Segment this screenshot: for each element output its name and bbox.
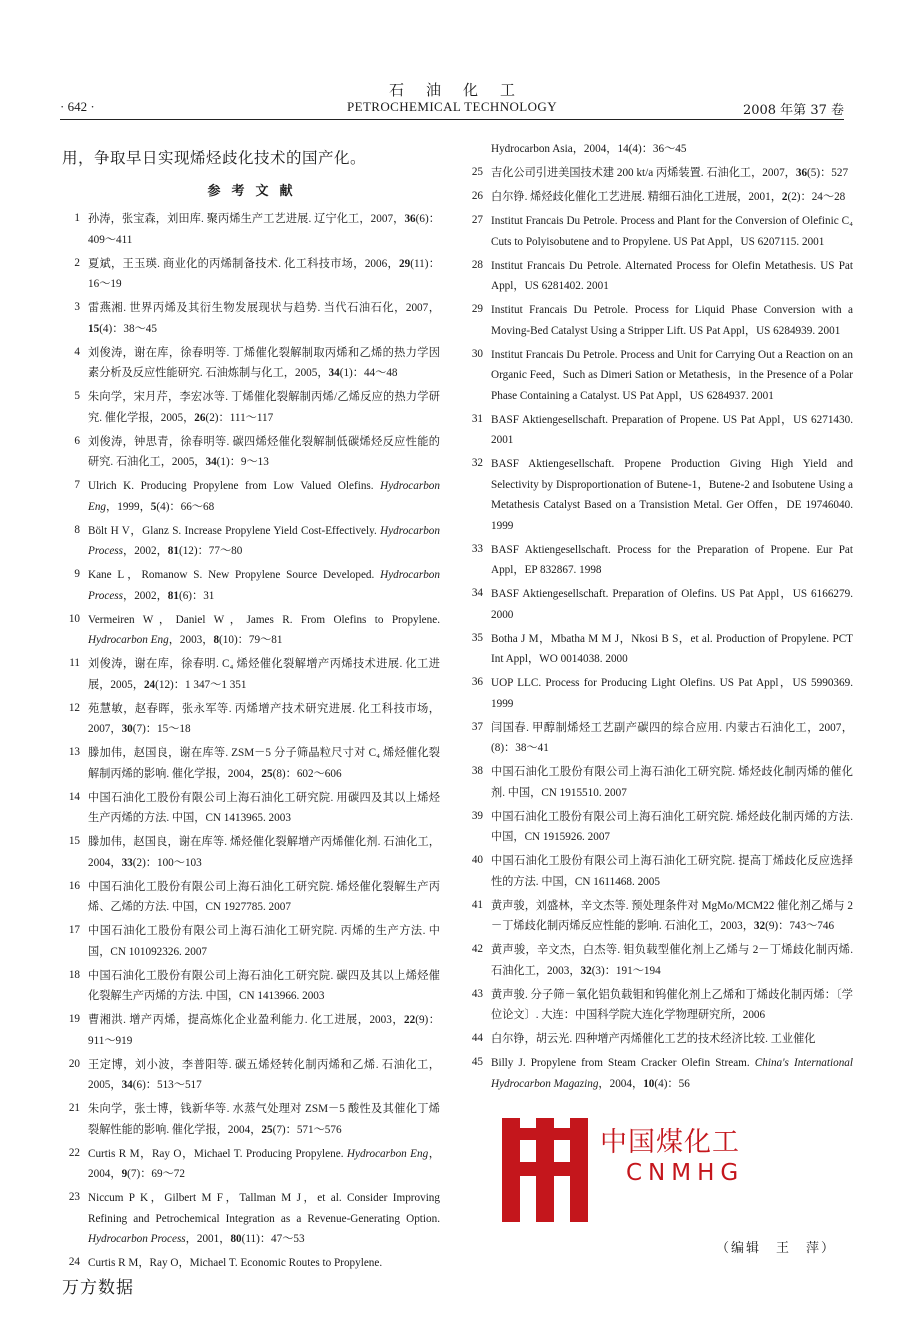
reference-list-right: [463, 163, 853, 1094]
citation-text: (9)：743～746: [765, 920, 835, 932]
citation-text: (2)：24～28: [787, 191, 846, 203]
reference-text: [491, 722, 853, 755]
citation-text: Botha J M，Mbatha M M J，Nkosi B S，et al. Production of Propylene. PCT Int Appl，WO 0014038. 2000: [491, 632, 853, 665]
reference-text: [491, 414, 853, 447]
volume-number: 34: [121, 1079, 133, 1091]
reference-item: [60, 476, 440, 517]
reference-number: 10: [68, 612, 80, 625]
citation-text: BASF Aktiengesellschaft. Propene Production Giving High Yield and Selectivity by Disproportionation of Butene-1，Butene-2 and Isobutene Using a Metathesis Catalyst Based on a Transistion Metal. Ger Offen，DE 19746040. 1999: [491, 458, 853, 532]
reference-text: [88, 792, 440, 825]
citation-text: 中国石油化工股份有限公司上海石油化工研究院. 烯烃歧化制丙烯的催化剂. 中国，CN 1915510. 2007: [491, 766, 853, 799]
citation-text: Vermeiren W，Daniel W，James R. From Olefins to Propylene.: [88, 613, 440, 626]
journal-name: Hydrocarbon Eng: [88, 634, 169, 646]
volume-number: 8: [213, 634, 220, 646]
reference-text: [88, 1103, 440, 1136]
reference-item: [463, 851, 853, 892]
citation-text: (3)：191～194: [591, 964, 661, 977]
volume-number: 15: [88, 322, 100, 335]
reference-number: 12: [68, 701, 80, 714]
citation-text: 王定博，刘小波，李普阳等. 碳五烯烃转化制丙烯和乙烯. 石油化工，2005，: [88, 1058, 440, 1091]
reference-text: [88, 258, 440, 291]
reference-text: [88, 1014, 440, 1047]
journal-name: Hydrocarbon Eng: [346, 1147, 429, 1160]
editor-credit: （编辑 王 萍）: [716, 1241, 837, 1256]
reference-text: [88, 569, 440, 602]
reference-text: [491, 215, 853, 248]
reference-item: [60, 743, 440, 784]
citation-text: Bölt H V，Glanz S. Increase Propylene Yield Cost-Effectively.: [88, 524, 381, 537]
reference-item: [60, 521, 440, 562]
reference-number: 14: [68, 790, 80, 803]
reference-text: [88, 1059, 440, 1092]
reference-number: 40: [471, 854, 483, 866]
citation-text: 刘俊涛，谢在库，徐春明等. 丁烯催化裂解制取丙烯和乙烯的热力学因素分析及反应性能研究. 石油炼制与化工，2005，: [88, 346, 440, 379]
reference-number: 30: [471, 347, 483, 360]
reference-number: 6: [74, 434, 80, 447]
left-column: [60, 140, 440, 1277]
reference-number: 8: [74, 523, 80, 536]
reference-text: [88, 1192, 440, 1245]
reference-item: [60, 1055, 440, 1096]
reference-number: 41: [471, 898, 483, 911]
volume-number: 25: [261, 1123, 273, 1136]
reference-number: 38: [471, 765, 483, 777]
reference-item: [463, 345, 853, 407]
reference-item: [60, 654, 440, 695]
citation-text: (5)：527: [807, 167, 849, 179]
reference-text: [88, 391, 440, 424]
reference-text: [491, 944, 853, 977]
volume-number: 32: [580, 964, 592, 977]
references-title: 参考文献: [207, 184, 304, 199]
reference-item: [60, 565, 440, 606]
reference-text: [491, 167, 848, 179]
reference-number: 1: [74, 212, 80, 224]
citation-text: (4)：38～45: [99, 322, 157, 335]
citation-text: 白尔铮，胡云光. 四种增产丙烯催化工艺的技术经济比较. 工业催化: [491, 1033, 816, 1045]
citation-text: (10)：79～81: [219, 634, 283, 646]
citation-text: 中国石油化工股份有限公司上海石油化工研究院. 用碳四及其以上烯烃生产丙烯的方法. 中国，CN 1413965. 2003: [88, 791, 440, 824]
citation-text: 吉化公司引进美国技术建 200 kt/a 丙烯装置. 石油化工，2007，: [491, 167, 796, 179]
citation-text: (4)：36～45: [628, 143, 687, 155]
reference-text: [88, 213, 440, 246]
reference-text: [491, 544, 853, 577]
reference-item: [60, 387, 440, 428]
citation-text: 朱向学，宋月芹，李宏冰等. 丁烯催化裂解制丙烯/乙烯反应的热力学研究. 催化学报，2005，: [88, 391, 440, 424]
citation-text: BASF Aktiengesellschaft. Preparation of Propene. US Pat Appl，US 6271430. 2001: [491, 413, 853, 446]
reference-item: [463, 454, 853, 536]
volume-number: 26: [194, 411, 206, 424]
citation-text: BASF Aktiengesellschaft. Process for the Preparation of Propene. Eur Pat Appl，EP 832867. 1998: [491, 543, 853, 576]
citation-text: Institut Francais Du Petrole. Process and Unit for Carrying Out a Reaction on an Organic Feed，Such as Dimeri Sation or Metathesis，in the Presence of a Polar Phase Containing a Catalyst. US Pat Appl，US 6284937. 2001: [491, 348, 853, 402]
reference-item: [60, 610, 440, 651]
footer-source: 万方数据: [62, 1278, 134, 1298]
reference-text: [491, 349, 853, 402]
reference-item: [463, 300, 853, 341]
reference-number: 17: [68, 924, 80, 936]
reference-number: 42: [471, 943, 483, 955]
volume-number: 14: [617, 143, 629, 155]
reference-number: 15: [68, 835, 80, 847]
volume-number: 80: [230, 1233, 242, 1245]
reference-item: [60, 1099, 440, 1140]
citation-text: (7)：15～18: [132, 723, 191, 735]
citation-text: ，2002，: [123, 589, 168, 602]
citation-text: UOP LLC. Process for Producing Light Olefins. US Pat Appl，US 5990369. 1999: [491, 677, 853, 710]
volume-number: 34: [205, 456, 217, 468]
reference-number: 33: [471, 542, 483, 555]
volume-number: 32: [753, 920, 766, 932]
reference-number: 18: [68, 968, 80, 981]
citation-text: (4)：56: [654, 1077, 690, 1090]
reference-text: [88, 747, 440, 780]
reference-number: 16: [68, 879, 80, 892]
citation-text: (6)：513～517: [132, 1079, 202, 1091]
reference-number: 13: [68, 746, 80, 758]
reference-text: [491, 191, 845, 203]
reference-list-left: [60, 209, 440, 1274]
reference-item: [60, 209, 440, 250]
reference-item: [463, 629, 853, 670]
reference-item: [60, 1010, 440, 1051]
volume-number: 10: [643, 1077, 655, 1090]
reference-text: [491, 260, 853, 293]
volume-number: 36: [795, 167, 808, 179]
reference-number: 34: [471, 587, 483, 599]
reference-item: [463, 985, 853, 1026]
volume-number: 5: [150, 500, 157, 513]
reference-text: [491, 1033, 815, 1045]
reference-text: [491, 766, 853, 799]
journal-title-cn: 石油化工: [388, 81, 537, 99]
reference-item: [463, 762, 853, 803]
reference-item: [463, 673, 853, 714]
reference-number: 20: [68, 1057, 80, 1070]
journal-name: Hydrocarbon Eng: [88, 480, 440, 513]
citation-text: ，2001，: [185, 1233, 231, 1245]
reference-number: 29: [471, 303, 483, 315]
reference-text: [88, 480, 440, 513]
reference-number: 45: [471, 1056, 483, 1068]
reference-text: [491, 900, 853, 933]
citation-text: (12)：1 347～1 351: [155, 678, 247, 691]
citation-text: BASF Aktiengesellschaft. Preparation of Olefins. US Pat Appl，US 6166279. 2000: [491, 588, 853, 621]
citation-text: 黄声骏，辛文杰，白杰等. 钼负载型催化剂上乙烯与 2－丁烯歧化制丙烯. 石油化工，2003，: [491, 944, 853, 977]
citation-text: 中国石油化工股份有限公司上海石油化工研究院. 烯烃歧化制丙烯的方法. 中国，CN 1915926. 2007: [491, 810, 853, 843]
reference-text: [88, 525, 440, 558]
citation-text: ，2004，: [572, 143, 618, 155]
citation-text: (4)：66～68: [156, 500, 215, 513]
citation-text: 苑慧敏，赵春晖，张永军等. 丙烯增产技术研究进展. 化工科技市场，2007，: [88, 702, 440, 735]
citation-text: 中国石油化工股份有限公司上海石油化工研究院. 提高丁烯歧化反应选择性的方法. 中国，CN 1611468. 2005: [491, 855, 853, 888]
lead-paragraph: 用，争取早日实现烯烃歧化技术的国产化。: [62, 149, 367, 167]
citation-text: 刘俊涛，钟思青，徐春明等. 碳四烯烃催化裂解制低碳烯烃反应性能的研究. 石油化工，2005，: [88, 435, 440, 468]
reference-item: [60, 832, 440, 873]
citation-text: 刘俊涛，谢在库，徐春明. C₄ 烯烃催化裂解增产丙烯技术进展. 化工进展，2005，: [88, 658, 440, 691]
reference-number: 26: [471, 190, 483, 202]
citation-text: (2)：100～103: [132, 856, 202, 869]
reference-item: [60, 788, 440, 829]
citation-text: (1)：9～13: [216, 456, 269, 468]
citation-text: Institut Francais Du Petrole. Process for Liquid Phase Conversion with a Moving-Bed Catalyst Using a Stripper Lift. US Pat Appl，US 6284939. 2001: [491, 304, 853, 337]
watermark-text-cn: 中国煤化工: [600, 1127, 740, 1158]
reference-text: [88, 703, 440, 736]
citation-text: ，2003，: [168, 634, 214, 646]
reference-number: 11: [69, 657, 80, 669]
citation-text: 曹湘洪. 增产丙烯，提高炼化企业盈利能力. 化工进展，2003，: [88, 1014, 405, 1026]
volume-number: 25: [261, 767, 273, 780]
reference-text: [88, 347, 440, 380]
citation-text: Institut Francais Du Petrole. Process and Plant for the Conversion of Olefinic C₄ Cuts to Polyisobutene and to Propylene. US Pat Appl，US 6207115. 2001: [491, 215, 853, 248]
reference-item: [463, 187, 853, 208]
citation-text: Curtis R M，Ray O，Michael T. Economic Routes to Propylene.: [88, 1257, 383, 1269]
volume-number: 81: [167, 589, 179, 602]
volume-number: 30: [121, 723, 133, 735]
volume-number: 24: [143, 678, 156, 691]
volume-number: 9: [121, 1168, 128, 1180]
reference-text: [491, 855, 853, 888]
reference-text: [491, 811, 853, 844]
citation-text: 中国石油化工股份有限公司上海石油化工研究院. 烯烃催化裂解生产丙烯、乙烯的方法. 中国，CN 1927785. 2007: [88, 880, 440, 913]
reference-item: [463, 163, 853, 184]
citation-text: 黄声骏. 分子筛－氧化铝负载钼和钨催化剂上乙烯和丁烯歧化制丙烯：〔学位论文〕. 大连：中国科学院大连化学物理研究所，2006: [491, 988, 853, 1021]
reference-item: [60, 432, 440, 473]
reference-item: [60, 877, 440, 918]
journal-name: Hydrocarbon Process: [88, 569, 440, 602]
citation-text: (2)：111～117: [205, 411, 274, 424]
reference-number: 37: [471, 720, 483, 733]
reference-text: [491, 588, 853, 621]
journal-name: Hydrocarbon Asia: [491, 143, 573, 155]
reference-number: 39: [471, 809, 483, 822]
citation-text: (11)：47～53: [241, 1233, 305, 1245]
citation-text: Institut Francais Du Petrole. Alternated Process for Olefin Metathesis. US Pat Appl，US 6281402. 2001: [491, 259, 853, 292]
citation-text: Billy J. Propylene from Steam Cracker Olefin Stream.: [491, 1057, 755, 1069]
reference-item: [463, 896, 853, 937]
journal-name: Hydrocarbon Process: [88, 524, 440, 557]
reference-item: [60, 1253, 440, 1274]
reference-item: [60, 254, 440, 295]
volume-number: 34: [328, 367, 340, 379]
citation-text: 滕加伟，赵国良，谢在库等. 烯烃催化裂解增产丙烯催化剂. 石油化工，2004，: [88, 836, 440, 869]
citation-text: ，2004，: [88, 1147, 440, 1180]
reference-text: [88, 436, 440, 469]
volume-number: 29: [399, 257, 411, 270]
reference-number: 25: [471, 166, 483, 178]
volume-number: 33: [121, 856, 133, 869]
citation-text: Curtis R M，Ray O，Michael T. Producing Propylene.: [88, 1147, 347, 1160]
citation-text: Niccum P K，Gilbert M F，Tallman M J，et al. Consider Improving Refining and Petrochemical Integration as a Revenue-Generating Option.: [88, 1192, 440, 1225]
volume-number: 81: [167, 545, 179, 557]
citation-text: 黄声骏，刘盛林，辛文杰等. 预处理条件对 MgMo/MCM22 催化剂乙烯与 2－丁烯歧化制丙烯反应性能的影响. 石油化工，2003，: [491, 899, 853, 932]
reference-number: 32: [471, 457, 483, 469]
reference-number: 19: [68, 1013, 80, 1025]
watermark-text-en: CNMHG: [626, 1160, 745, 1186]
reference-number: 43: [471, 987, 483, 1000]
citation-text: (8)：602～606: [272, 767, 342, 780]
reference-item: [463, 584, 853, 625]
volume-number: 22: [404, 1014, 416, 1026]
reference-text: [491, 633, 853, 666]
watermark: [498, 1118, 868, 1222]
citation-text: (6)：409～411: [88, 213, 440, 246]
reference-text: [88, 302, 440, 335]
reference-number: 28: [471, 258, 483, 271]
reference-number: 4: [74, 345, 80, 358]
citation-text: ，2002，: [123, 545, 168, 557]
citation-text: 孙涛，张宝森，刘田库. 聚丙烯生产工艺进展. 辽宁化工，2007，: [88, 213, 405, 225]
reference-text: [88, 658, 440, 691]
reference-number: 31: [471, 412, 483, 425]
reference-text: [88, 614, 440, 647]
citation-text: (7)：571～576: [272, 1123, 342, 1136]
reference-item: [463, 940, 853, 981]
header-rule: [60, 119, 844, 120]
reference-number: 22: [68, 1146, 80, 1159]
reference-text: [491, 1057, 853, 1090]
reference-item: [60, 699, 440, 740]
reference-number: 35: [471, 631, 483, 644]
citation-text: 夏斌，王玉瑛. 商业化的丙烯制备技术. 化工科技市场，2006，: [88, 257, 400, 270]
journal-name: Hydrocarbon Process: [88, 1233, 186, 1245]
volume-number: 36: [404, 213, 416, 225]
reference-number: 36: [471, 676, 483, 688]
citation-text: 中国石油化工股份有限公司上海石油化工研究院. 丙烯的生产方法. 中国，CN 101092326. 2007: [88, 925, 440, 958]
reference-item: [463, 1029, 853, 1050]
reference-item: [463, 807, 853, 848]
reference-text: [491, 677, 853, 710]
watermark-logo-icon: [498, 1118, 598, 1222]
citation-text: 滕加伟，赵国良，谢在库等. ZSM－5 分子筛晶粒尺寸对 C₄ 烯烃催化裂解制丙烯的影响. 催化学报，2004，: [88, 747, 440, 780]
reference-text: [491, 304, 853, 337]
reference-item: [463, 718, 853, 759]
reference-continuation: [463, 140, 853, 160]
reference-number: 7: [74, 479, 80, 491]
citation-text: 中国石油化工股份有限公司上海石油化工研究院. 碳四及其以上烯烃催化裂解生产丙烯的方法. 中国，CN 1413966. 2003: [88, 969, 440, 1002]
reference-text: [88, 970, 440, 1003]
reference-number: 2: [74, 256, 80, 269]
reference-item: [463, 1053, 853, 1094]
reference-text: [88, 881, 440, 914]
citation-text: Kane L，Romanow S. New Propylene Source Developed.: [88, 569, 381, 581]
reference-number: 3: [74, 301, 80, 313]
journal-title-en: PETROCHEMICAL TECHNOLOGY: [346, 99, 557, 114]
reference-text: [491, 989, 853, 1022]
citation-text: (11)：16～19: [88, 257, 440, 290]
citation-text: 白尔铮. 烯烃歧化催化工艺进展. 精细石油化工进展，2001，: [491, 191, 782, 203]
citation-text: (7)：69～72: [127, 1168, 185, 1180]
reference-item: [60, 966, 440, 1007]
journal-name: China's International Hydrocarbon Magazing: [491, 1057, 854, 1090]
reference-item: [60, 1188, 440, 1250]
volume-number: 2: [781, 191, 788, 203]
reference-number: 24: [68, 1256, 80, 1268]
reference-item: [60, 298, 440, 339]
volume-label: 2008 年第 37 卷: [742, 103, 844, 118]
reference-number: 5: [74, 390, 80, 402]
citation-text: 朱向学，张士博，钱新华等. 水蒸气处理对 ZSM－5 酸性及其催化丁烯裂解性能的影响. 催化学报，2004，: [88, 1103, 440, 1136]
page-number: · 642 ·: [60, 99, 95, 114]
reference-item: [463, 256, 853, 297]
reference-text: [88, 836, 440, 869]
reference-text: [491, 458, 853, 532]
citation-text: Ulrich K. Producing Propylene from Low Valued Olefins.: [88, 480, 381, 492]
reference-text: [88, 1257, 382, 1269]
reference-text: [88, 925, 440, 958]
reference-item: [60, 921, 440, 962]
reference-number: 9: [74, 568, 80, 580]
reference-number: 21: [68, 1102, 80, 1114]
reference-number: 27: [471, 214, 483, 226]
citation-text: 闫国春. 甲醇制烯烃工艺副产碳四的综合应用. 内蒙古石油化工，2007，(8)：38～41: [491, 721, 853, 754]
citation-text: ，1999，: [106, 500, 151, 513]
reference-number: 44: [471, 1032, 483, 1044]
citation-text: (12)：77～80: [178, 545, 243, 557]
reference-item: [463, 540, 853, 581]
reference-item: [463, 410, 853, 451]
reference-item: [60, 1144, 440, 1185]
citation-text: (9)：911～919: [88, 1014, 440, 1047]
reference-number: 23: [68, 1191, 80, 1203]
citation-text: (1)：44～48: [339, 367, 398, 379]
citation-text: 雷燕湘. 世界丙烯及其衍生物发展现状与趋势. 当代石油石化，2007，: [88, 302, 440, 314]
citation-text: (6)：31: [178, 589, 215, 602]
citation-text: ，2004，: [598, 1077, 644, 1090]
right-column: [463, 140, 853, 1098]
reference-item: [60, 343, 440, 384]
reference-item: [463, 211, 853, 252]
reference-text: [88, 1148, 440, 1181]
